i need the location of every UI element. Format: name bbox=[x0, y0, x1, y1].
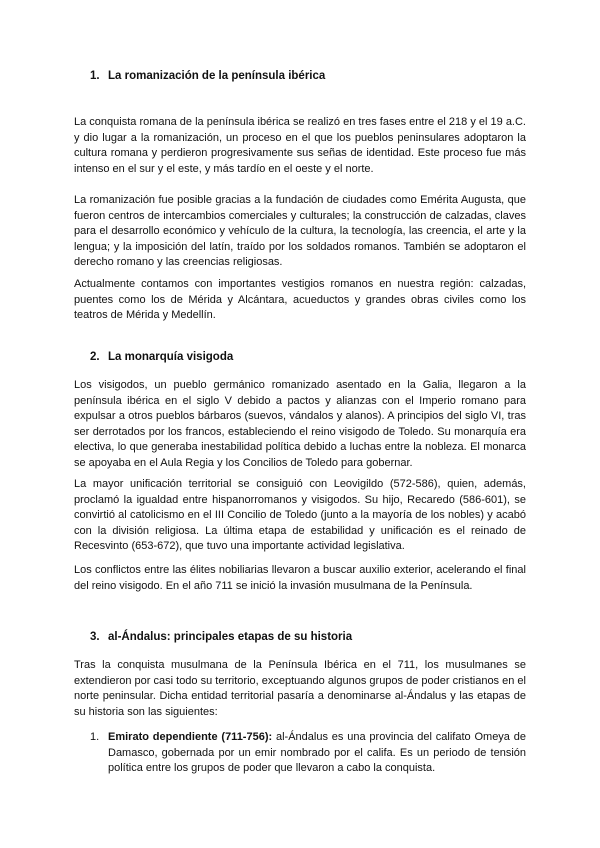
list-item-body: al-Ándalus es una provincia del califato Omeya de Damasco, gobernada por un emir nombrado por el califa. Es un periodo de tensión política entre los grupos de poder que llevaron a cabo la conquista. bbox=[108, 731, 526, 775]
list-item-term: Emirato dependiente (711-756): bbox=[108, 731, 273, 743]
paragraph: La romanización fue posible gracias a la fundación de ciudades como Emérita Augusta, que fueron centros de intercambios comerciales y culturales; la construcción de calzadas, claves para el desarrollo económico y vehículo de la cultura, la tecnología, las creencia, el arte y la lengua; y la imposición del latín, traído por los soldados romanos. También se adoptaron el derecho romano y las creencias religiosas. bbox=[74, 194, 526, 269]
section-3-heading bbox=[90, 631, 352, 643]
section-title: La monarquía visigoda bbox=[108, 351, 234, 363]
paragraph: Actualmente contamos con importantes vestigios romanos en nuestra región: calzadas, puentes como los de Mérida y Alcántara, acueductos y grandes obras civiles como los teatros de Mérida y Medellín. bbox=[74, 278, 526, 322]
section-title: La romanización de la península ibérica bbox=[108, 70, 326, 82]
list-item-text bbox=[108, 730, 526, 777]
list-item bbox=[90, 730, 526, 777]
list-item-number: 1. bbox=[90, 731, 100, 743]
section-number: 3. bbox=[90, 631, 100, 643]
paragraph: Tras la conquista musulmana de la Península Ibérica en el 711, los musulmanes se extendieron por casi todo su territorio, exceptuando algunos grupos de poder cristianos en el norte peninsular. Dicha entidad territorial pasaría a denominarse al-Ándalus y las etapas de su historia son las siguientes: bbox=[74, 659, 526, 718]
section-2-heading bbox=[90, 351, 233, 363]
section-number: 2. bbox=[90, 351, 100, 363]
section-number: 1. bbox=[90, 70, 100, 82]
paragraph: Los visigodos, un pueblo germánico romanizado asentado en la Galia, llegaron a la península ibérica en el siglo V debido a pactos y alianzas con el Imperio romano para expulsar a otros pueblos bárbaros (suevos, vándalos y alanos). A principios del siglo VI, tras ser derrotados por los francos, estableciendo el reino visigodo de Toledo. Su monarquía era electiva, lo que generaba inestabilidad política debido a luchas entre la nobleza. El monarca se apoyaba en el Aula Regia y los Concilios de Toledo para gobernar. bbox=[74, 379, 526, 469]
paragraph: La conquista romana de la península ibérica se realizó en tres fases entre el 218 y el 19 a.C. y dio lugar a la romanización, un proceso en el que los pueblos peninsulares adoptaron la cultura romana y perdieron progresivamente sus señas de identidad. Este proceso fue más intenso en el sur y el este, y más tardío en el oeste y el norte. bbox=[74, 116, 526, 175]
paragraph: La mayor unificación territorial se consiguió con Leovigildo (572-586), quien, además, proclamó la igualdad entre hispanorromanos y visigodos. Su hijo, Recaredo (586-601), se convirtió al catolicismo en el III Concilio de Toledo (junto a la mayoría de los nobles) y acabó con la división religiosa. La última etapa de estabilidad y unificación es el reinado de Recesvinto (653-672), que tuvo una importante actividad legislativa. bbox=[74, 478, 526, 553]
section-title: al-Ándalus: principales etapas de su historia bbox=[108, 631, 353, 643]
paragraph: Los conflictos entre las élites nobiliarias llevaron a buscar auxilio exterior, acelerando el final del reino visigodo. En el año 711 se inició la invasión musulmana de la Península. bbox=[74, 564, 526, 592]
section-1-heading bbox=[90, 70, 325, 82]
